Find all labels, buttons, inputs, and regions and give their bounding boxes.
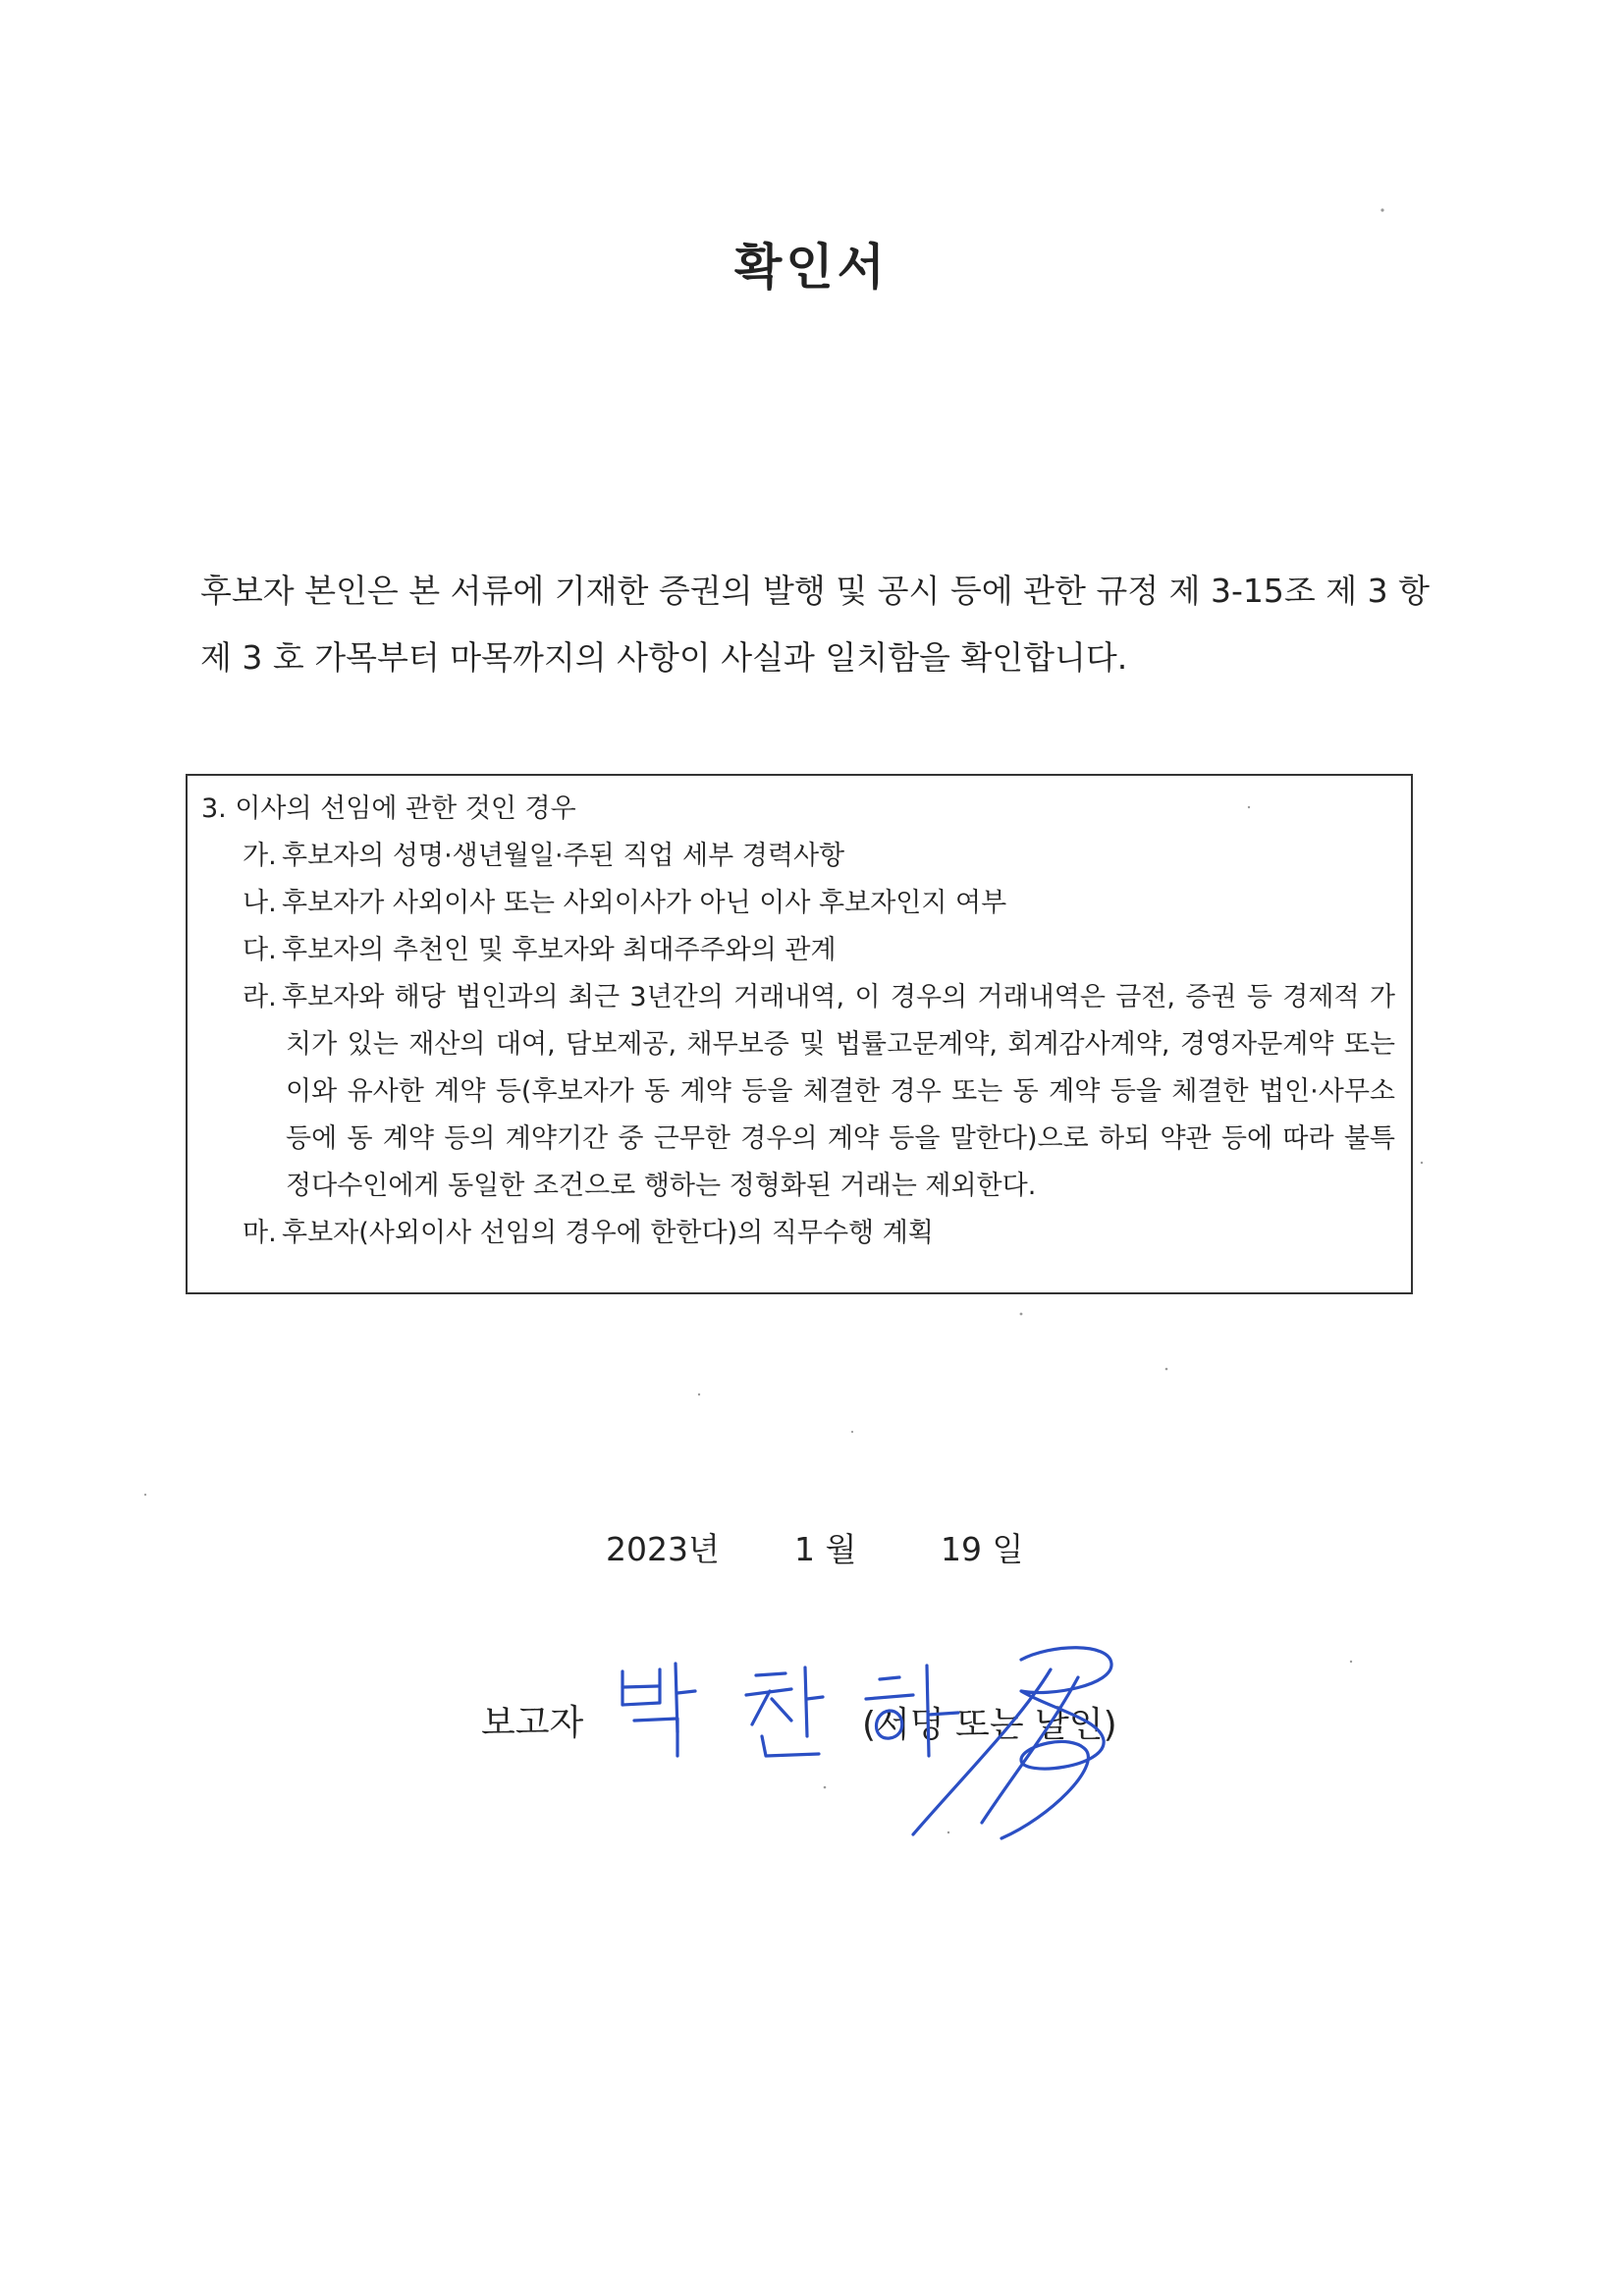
date-day: 19 일 (941, 1530, 1024, 1568)
confirmation-statement: 후보자 본인은 본 서류에 기재한 증권의 발행 및 공시 등에 관한 규정 제 3-15조 제 3 항 제 3 호 가목부터 마목까지의 사항이 사실과 일치함을 확인합니다. (200, 572, 1430, 677)
item-marker: 라. (243, 982, 277, 1012)
item-text: 후보자의 성명·생년월일·주된 직업 세부 경력사항 (282, 841, 845, 871)
list-item (233, 974, 1395, 1210)
reporter-label: 보고자 (481, 1703, 584, 1743)
item-marker: 마. (243, 1218, 277, 1248)
box-heading: 3. 이사의 선임에 관한 것인 경우 (201, 793, 576, 824)
sign-instruction: (서명 또는 날인) (862, 1705, 1117, 1745)
date-year: 2023년 (606, 1530, 720, 1568)
item-text: 후보자(사외이사 선임의 경우에 한한다)의 직무수행 계획 (282, 1218, 934, 1248)
list-item (233, 1210, 1395, 1257)
item-text: 후보자가 사외이사 또는 사외이사가 아닌 이사 후보자인지 여부 (282, 888, 1007, 918)
page-title: 확인서 (734, 239, 889, 296)
item-text: 후보자의 추천인 및 후보자와 최대주주와의 관계 (282, 935, 837, 965)
item-text: 후보자와 해당 법인과의 최근 3년간의 거래내역, 이 경우의 거래내역은 금전, 증권 등 경제적 가치가 있는 재산의 대여, 담보제공, 채무보증 및 법률고문계약, 회계감사계약, 경영자문계약 또는 이와 유사한 계약 등(후보자가 동 계약 등을 체결한 경우 또는 동 계약 등을 체결한 법인·사무소 등에 동 계약 등의 계약기간 중 근무한 경우의 계약 등을 말한다)으로 하되 약관 등에 따라 불특정다수인에게 동일한 조건으로 행하는 정형화된 거래는 제외한다. (282, 982, 1395, 1201)
item-marker: 나. (243, 888, 277, 918)
list-item (233, 833, 1395, 880)
item-marker: 가. (243, 841, 277, 871)
date-month: 1 월 (794, 1530, 857, 1568)
item-marker: 다. (243, 935, 277, 965)
requirements-box (186, 774, 1413, 1294)
handwritten-signature (589, 1630, 1139, 1856)
list-item (233, 927, 1395, 974)
list-item (233, 880, 1395, 927)
